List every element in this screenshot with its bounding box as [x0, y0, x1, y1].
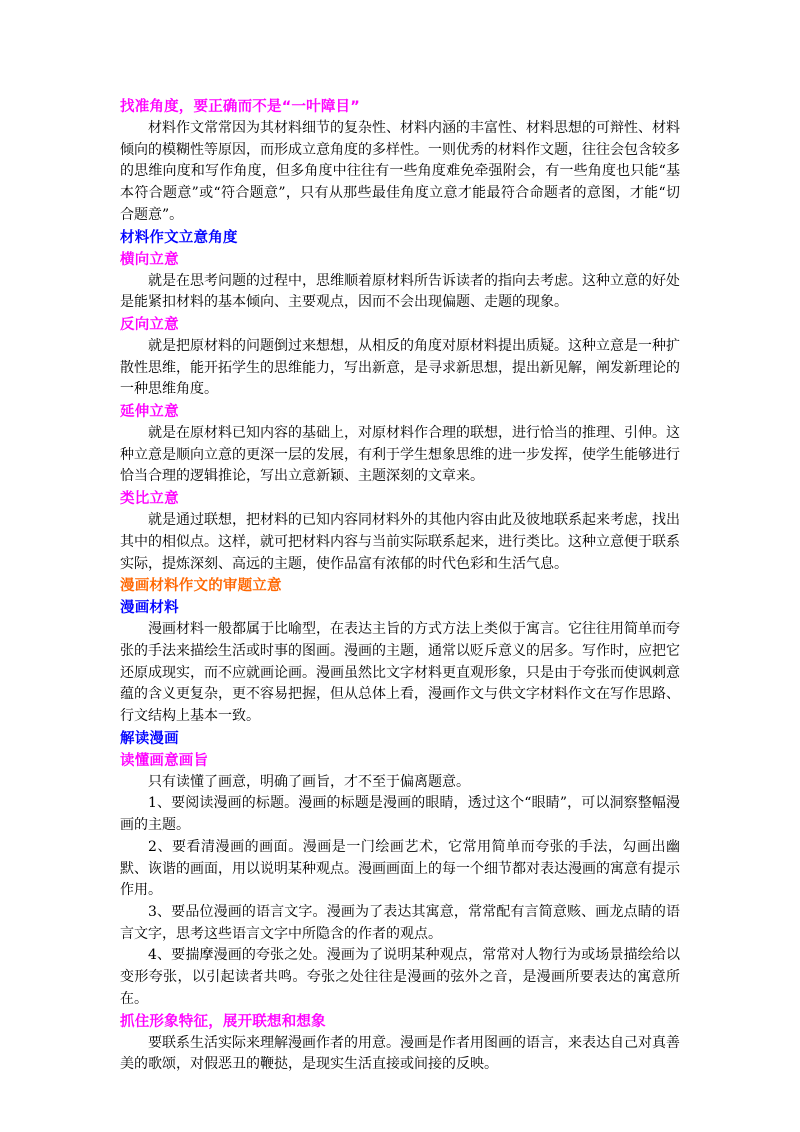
doc-section	[120, 597, 680, 728]
body-paragraph: 4、要揣摩漫画的夸张之处。漫画为了说明某种观点，常常对人物行为或场景描绘给以变形夸张，以引起读者共鸣。夸张之处往往是漫画的弦外之音，是漫画所要表达的寓意所在。	[120, 947, 680, 1007]
doc-section	[120, 750, 680, 1011]
section-heading: 延伸立意	[120, 404, 179, 421]
section-heading: 漫画材料作文的审题立意	[120, 578, 282, 595]
doc-section	[120, 227, 680, 249]
body-paragraph: 1、要阅读漫画的标题。漫画的标题是漫画的眼睛，透过这个“眼睛”，可以洞察整幅漫画的主题。	[120, 795, 680, 834]
body-paragraph: 3、要品位漫画的语言文字。漫画为了表达其寓意，常常配有言简意赅、画龙点睛的语言文字，思考这些语言文字中所隐含的作者的观点。	[120, 903, 680, 942]
doc-section	[120, 314, 680, 401]
body-paragraph: 漫画材料一般都属于比喻型，在表达主旨的方式方法上类似于寓言。它往往用简单而夸张的手法来描绘生活或时事的图画。漫画的主题，通常以贬斥意义的居多。写作时，应把它还原成现实，而不应就画论画。漫画虽然比文字材料更直观形象，只是由于夸张而使讽刺意蕴的含义更复杂，更不容易把握，但从总体上看，漫画作文与供文字材料作文在写作思路、行文结构上基本一致。	[120, 621, 680, 725]
doc-section	[120, 249, 680, 314]
body-paragraph: 材料作文常常因为其材料细节的复杂性、材料内涵的丰富性、材料思想的可辩性、材料倾向的模糊性等原因，而形成立意角度的多样性。一则优秀的材料作文题，往往会包含较多的思维向度和写作角度，但多角度中往往有一些角度难免牵强附会，有一些角度也只能“基本符合题意”或“符合题意”，只有从那些最佳角度立意才能最符合命题者的意图，才能“切合题意”。	[120, 120, 680, 223]
body-paragraph: 只有读懂了画意，明确了画旨，才不至于偏离题意。	[148, 773, 470, 790]
section-heading: 读懂画意画旨	[120, 752, 209, 769]
doc-section	[120, 575, 680, 597]
body-paragraph: 就是通过联想，把材料的已知内容同材料外的其他内容由此及彼地联系起来考虑，找出其中的相似点。这样，就可把材料内容与当前实际联系起来，进行类比。这种立意便于联系实际，提炼深刻、高远的主题，使作品富有浓郁的时代色彩和生活气息。	[120, 512, 680, 572]
section-heading: 材料作文立意角度	[120, 229, 238, 246]
section-heading: 反向立意	[120, 316, 179, 333]
body-paragraph: 就是把原材料的问题倒过来想想，从相反的角度对原材料提出质疑。这种立意是一种扩散性思维，能开拓学生的思维能力，写出新意，是寻求新思想，提出新见解，阐发新理论的一种思维角度。	[120, 337, 680, 398]
section-heading: 横向立意	[120, 251, 179, 268]
body-paragraph: 2、要看清漫画的画面。漫画是一门绘画艺术，它常用简单而夸张的手法，勾画出幽默、诙谐的画面，用以说明某种观点。漫画画面上的每一个细节都对表达漫画的寓意有提示作用。	[120, 838, 680, 899]
doc-section	[120, 488, 680, 575]
doc-section	[120, 96, 680, 227]
section-heading: 抓住形象特征，展开联想和想象	[120, 1013, 326, 1030]
section-heading: 找准角度，要正确而不是“一叶障目”	[120, 99, 360, 115]
body-paragraph: 就是在思考问题的过程中，思维顺着原材料所告诉读者的指向去考虑。这种立意的好处是能紧扣材料的基本倾向、主要观点，因而不会出现偏题、走题的现象。	[120, 272, 680, 311]
body-paragraph: 就是在原材料已知内容的基础上，对原材料作合理的联想，进行恰当的推理、引伸。这种立意是顺向立意的更深一层的发展，有利于学生想象思维的进一步发挥，使学生能够进行恰当合理的逻辑推论，写出立意新颖、主题深刻的文章来。	[120, 425, 680, 485]
doc-section	[120, 728, 680, 750]
section-heading: 类比立意	[120, 491, 179, 508]
section-heading: 解读漫画	[120, 730, 179, 747]
doc-section	[120, 401, 680, 488]
doc-section	[120, 1011, 680, 1076]
body-paragraph: 要联系生活实际来理解漫画作者的用意。漫画是作者用图画的语言，来表达自己对真善美的歌颂，对假恶丑的鞭挞，是现实生活直接或间接的反映。	[120, 1034, 680, 1073]
section-heading: 漫画材料	[120, 600, 179, 617]
